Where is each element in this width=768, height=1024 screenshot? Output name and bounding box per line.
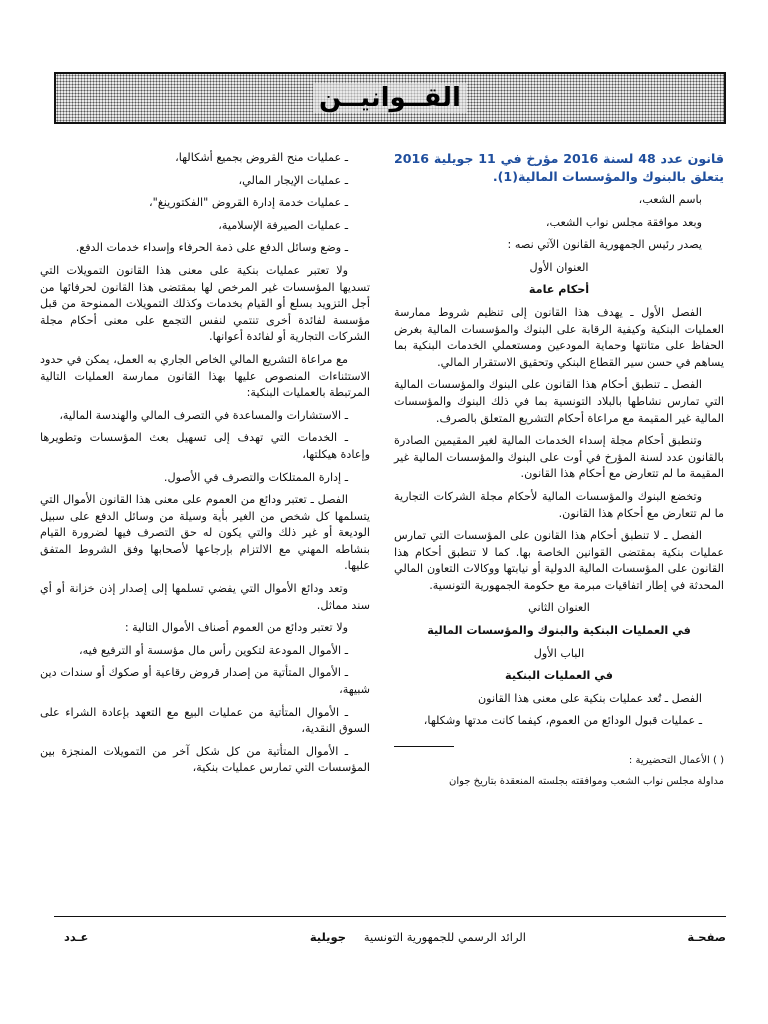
footer-divider — [54, 916, 726, 917]
article-paragraph: ولا تعتبر عمليات بنكية على معنى هذا القانون التمويلات التي تسديها المؤسسات غير المرخص لها بمقتضى هذا القانون لحرفائها من أجل التزويد بسلع أو القيام بخدمات وكذلك التمويلات الممنوحة من قبل مؤسسة لفائدة أخرى تنتمي لنفس التجمع على معنى أحكام مجلة الشركات التجارية أو لفائدة أعوانها. — [40, 263, 370, 344]
list-item: ـ عمليات الإيجار المالي، — [238, 173, 348, 187]
footnote-text: مداولة مجلس نواب الشعب وموافقته بجلسته المنعقدة بتاريخ جوان — [448, 776, 724, 788]
chapter-heading: الباب الأول — [533, 646, 585, 660]
list-item: ـ إدارة الممتلكات والتصرف في الأصول. — [163, 470, 348, 484]
footnote-label: ( ) الأعمال التحضيرية : — [628, 755, 724, 767]
footer-page-label: صفحـة — [687, 930, 726, 944]
article-paragraph: وتنطبق أحكام مجلة إسداء الخدمات المالية لغير المقيمين الصادرة بالقانون عدد لسنة المؤرخ في أوت على البنوك والمؤسسات المالية غير المقيمة ما لم تتعارض مع أحكام هذا القانون. — [394, 434, 724, 481]
article-paragraph: الفصل ـ تُعد عمليات بنكية على معنى هذا القانون — [477, 691, 702, 705]
list-item: ـ عمليات منح القروض بجميع أشكالها، — [175, 151, 348, 164]
preamble-line: باسم الشعب، — [638, 193, 702, 206]
title-heading: العنوان الثاني — [528, 601, 590, 615]
preamble-line: وبعد موافقة مجلس نواب الشعب، — [545, 215, 702, 229]
list-item: ـ وضع وسائل الدفع على ذمة الحرفاء وإسداء خدمات الدفع. — [75, 241, 348, 255]
title-subheading: أحكام عامة — [528, 283, 590, 297]
law-title: قانون عدد 48 لسنة 2016 مؤرخ في 11 جويلية 2016 يتعلق بالبنوك والمؤسسات المالية(1). — [394, 151, 724, 184]
chapter-subheading: في العمليات البنكية — [505, 669, 613, 683]
list-item: ـ الأموال المتأتية من كل شكل آخر من التمويلات المنجزة بين المؤسسات التي تمارس عمليات بنكية، — [40, 744, 370, 775]
article-paragraph: ولا تعتبر ودائع من العموم أصناف الأموال التالية : — [124, 621, 348, 635]
list-item: ـ الخدمات التي تهدف إلى تسهيل بعث المؤسسات وتطويرها وإعادة هيكلتها، — [40, 431, 370, 461]
article-paragraph: مع مراعاة التشريع المالي الخاص الجاري به العمل، يمكن في حدود الاستثناءات المنصوص عليها بهذا القانون ممارسة العمليات التالية المرتبطة بالعمليات البنكية: — [40, 352, 370, 400]
section-banner — [54, 72, 726, 124]
list-item: ـ عمليات خدمة إدارة القروض "الفكتورينغ"، — [149, 196, 348, 210]
article-item: ـ عمليات قبول الودائع من العموم، كيفما كانت مدتها وشكلها، — [423, 714, 702, 728]
footnote-divider — [394, 736, 724, 753]
title-heading: العنوان الأول — [529, 260, 589, 274]
article-paragraph: وتخضع البنوك والمؤسسات المالية لأحكام مجلة الشركات التجارية ما لم تتعارض مع أحكام هذا القانون. — [394, 489, 724, 520]
page-footer — [54, 930, 726, 950]
article-paragraph: وتعد ودائع الأموال التي يفضي تسلمها إلى إصدار إذن خزانة أو أي سند مماثل. — [40, 582, 370, 612]
title-subheading: في العمليات البنكية والبنوك والمؤسسات المالية — [427, 624, 691, 638]
list-item: ـ الأموال المتأتية من إصدار قروض رقاعية أو صكوك أو سندات دين شبيهة، — [40, 666, 370, 697]
footer-number-label: عـدد — [64, 930, 89, 944]
section-title: القــوانيــن — [313, 83, 467, 113]
article-paragraph: الفصل ـ لا تنطبق أحكام هذا القانون على المؤسسات التي تمارس عمليات بنكية بمقتضى القوانين الخاصة بها. كما لا تنطبق أحكام هذا القانون على المؤسسات المالية الدولية أو نيابتها ووكالات التعاون المالي المحدثة في إطار اتفاقيات مبرمة مع حكومة الجمهورية التونسية. — [394, 529, 724, 592]
list-item: ـ الأموال المتأتية من عمليات البيع مع التعهد بإعادة الشراء على السوق النقدية، — [40, 705, 370, 736]
list-item: ـ عمليات الصيرفة الإسلامية، — [218, 218, 348, 232]
right-column — [394, 150, 724, 795]
footer-month: جويلية — [309, 930, 346, 944]
footer-gazette-name: الرائد الرسمي للجمهورية التونسية — [363, 930, 526, 944]
article-paragraph: الفصل الأول ـ يهدف هذا القانون إلى تنظيم شروط ممارسة العمليات البنكية وكيفية الرقابة على البنوك والمؤسسات المالية بغرض الحفاظ على متانتها وحماية المودعين ومستعملي الخدمات البنكية بما يساهم في حسن سير القطاع البنكي وتحقيق الاستقرار المالي. — [394, 305, 724, 369]
list-item: ـ الاستشارات والمساعدة في التصرف المالي والهندسة المالية، — [59, 408, 348, 422]
article-paragraph: الفصل ـ تعتبر ودائع من العموم على معنى هذا القانون الأموال التي يتسلمها كل شخص من الغير بأية وسيلة من وسائل الدفع على سبيل الوديعة أو غير ذلك والتي يكون له حق التصرف فيها لضرورة القيام بنشاطه المهني مع الالتزام بإرجاعها لأصحابها وفق الشروط المتفق عليها. — [40, 493, 370, 573]
preamble-line: يصدر رئيس الجمهورية القانون الآتي نصه : — [507, 238, 702, 252]
list-item: ـ الأموال المودعة لتكوين رأس مال مؤسسة أو الترفيع فيه، — [79, 643, 348, 657]
article-paragraph: الفصل ـ تنطبق أحكام هذا القانون على البنوك والمؤسسات المالية التي تمارس نشاطها بالبلاد التونسية بما في ذلك البنوك والمؤسسات المالية غير المقيمة مع مراعاة أحكام التشريع المتعلق بالصرف. — [394, 378, 724, 425]
left-column — [40, 150, 370, 783]
